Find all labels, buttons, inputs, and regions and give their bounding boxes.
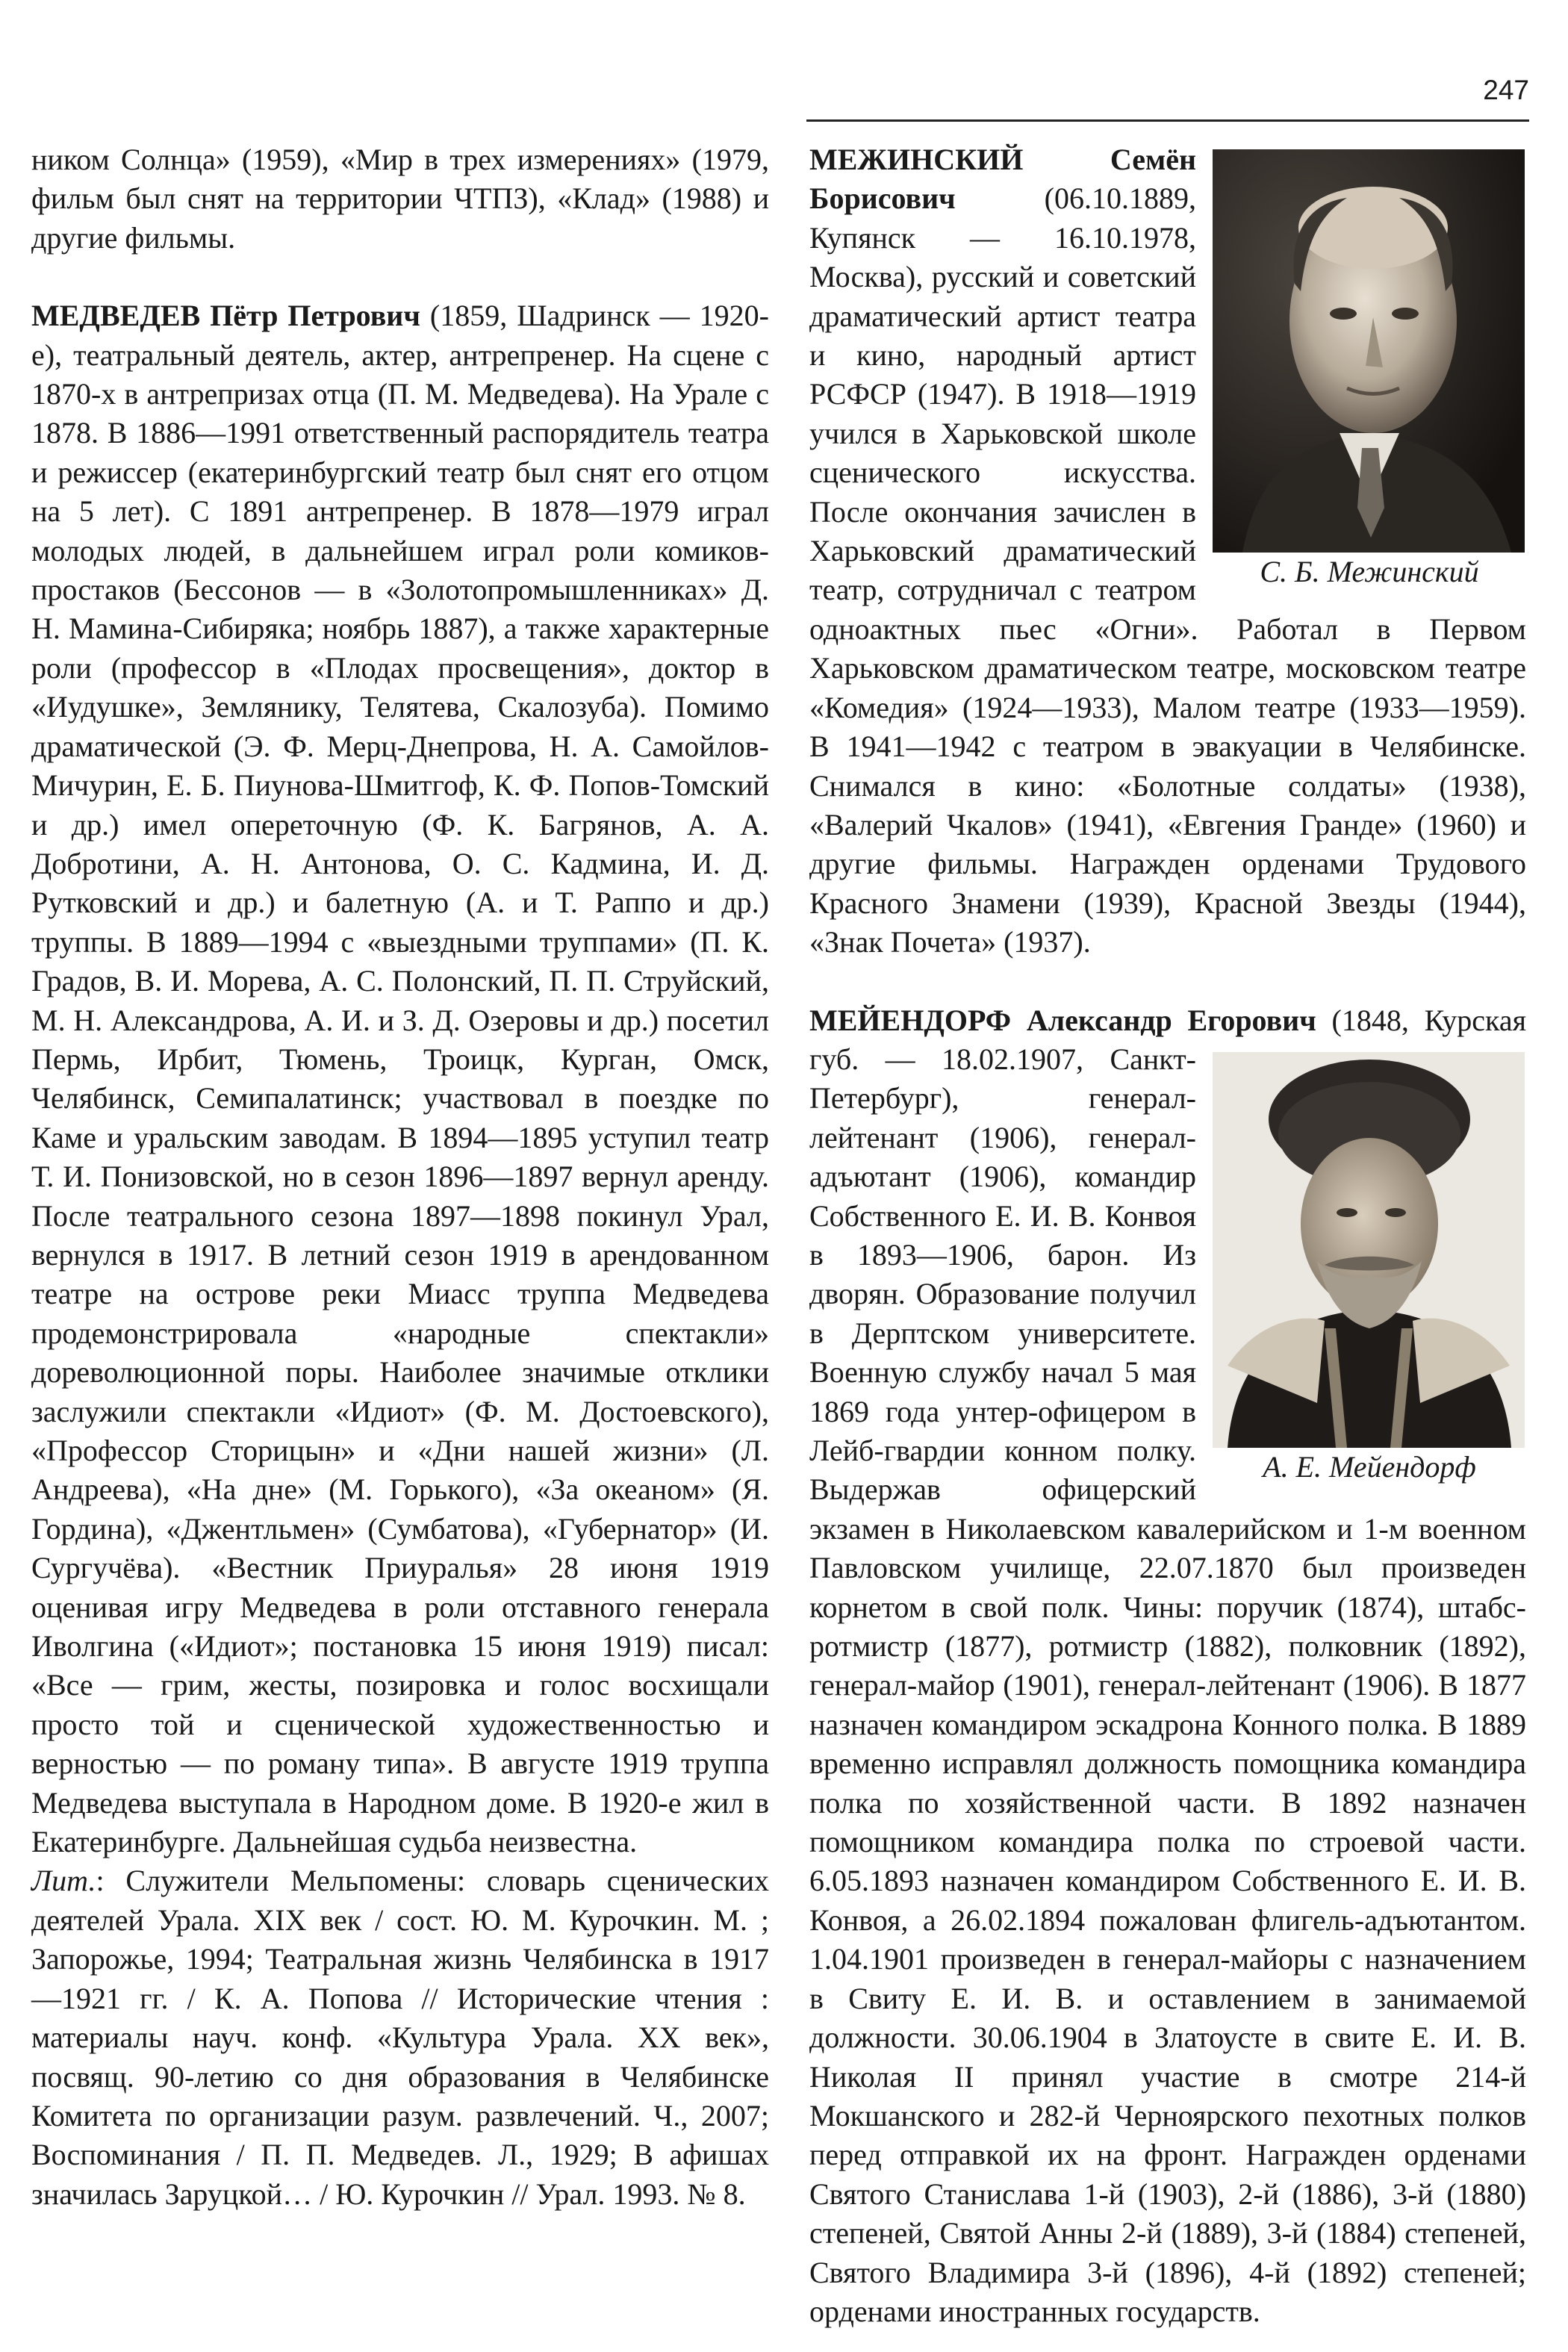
continuation-paragraph: ником Солнца» (1959), «Мир в трех измерениях» (1979, фильм был снят на территории ЧТПЗ), «Клад» (1988) и другие фильмы. [31,143,769,255]
entry-name: МЕДВЕДЕВ Пётр Петрович [31,299,420,333]
entry-mezhinsky [809,140,1526,962]
left-column [31,140,769,2214]
entry-text: (1848, Курская губ. — 18.02.1907, Санкт-Петербург), генерал-лейтенант (1906), генерал-адъютант (1906), командир Собственного Е. И. В. Конвоя в 1893—1906, барон. Из дворян. Образование получил в Дерптском университете. Военную службу начал 5 мая 1869 года унтер-офицером в Лейб-гвардии конном полку. Выдержав офицерский экзамен в Николаевском кавалерийском и 1-м военном Павловском училище, 22.07.1870 был произведен корнетом в свой полк. Чины: поручик (1874), штабс-ротмистр (1877), ротмистр (1882), полковник (1892), генерал-майор (1901), генерал-лейтенант (1906). В 1877 назначен командиром эскадрона Конного полка. В 1889 временно исправлял должность помощника командира полка по хозяйственной части. В 1892 назначен помощником командира полка по строевой части. 6.05.1893 назначен командиром Собственного Е. И. В. Конвоя, а 26.02.1894 пожалован флигель-адъютантом. 1.04.1901 произведен в генерал-майоры с назначением в Свиту Е. И. В. и оставлением в занимаемой должности. 30.06.1904 в Златоусте в свите Е. И. В. Николая II принял участие в смотре 214-й Мокшанского и 282-й Черноярского пехотных полков перед отправкой их на фронт. Награжден орденами Святого Станислава 1-й (1903), 2-й (1886), 3-й (1880) степеней, Святой Анны 2-й (1889), 3-й (1884) степеней, Святого Владимира 3-й (1896), 4-й (1892) степеней; орденами иностранных государств. [809,1003,1526,2328]
officer-portrait-icon [1213,1052,1525,1448]
right-column [809,140,1526,2331]
portrait-meyendorf [1213,1052,1526,1487]
portrait-photo [1213,1052,1525,1448]
portrait-caption: С. Б. Межинский [1260,555,1479,588]
entry-name: МЕЙЕНДОРФ Александр Егорович [809,1003,1316,1037]
portrait-mezhinsky [1213,149,1526,591]
man-portrait-icon [1213,149,1525,553]
entry-text: (1859, Шадринск — 1920-е), театральный деятель, актер, антрепренер. На сцене с 1870-х в антрепризах отца (П. М. Медведева). На Урале с 1878. В 1886—1991 ответственный распорядитель театра и режиссер (екатеринбургский театр был снят его отцом на 5 лет). С 1891 антрепренер. В 1878—1979 играл молодых людей, в дальнейшем играл роли комиков-простаков (Бессонов — в «Золотопромышленниках» Д. Н. Мамина-Сибиряка; ноябрь 1887), а также характерные роли (профессор в «Плодах просвещения», доктор в «Иудушке», Землянику, Телятева, Скалозуба). Помимо драматической (Э. Ф. Мерц-Днепрова, Н. А. Самойлов-Мичурин, Е. Б. Пиунова-Шмитгоф, К. Ф. Попов-Томский и др.) имел опереточную (Ф. К. Багрянов, А. А. Добротини, А. Н. Антонова, О. С. Кадмина, И. Д. Рутковский и др.) и балетную (А. и Т. Раппо и др.) труппы. В 1889—1994 с «выездными труппами» (П. К. Градов, В. И. Морева, А. С. Полонский, П. П. Струйский, М. Н. Александрова, А. И. и З. Д. Озеровы и др.) посетил Пермь, Ирбит, Тюмень, Троицк, Курган, Омск, Челябинск, Семипалатинск; участвовал в поездке по Каме и уральским заводам. В 1894—1895 уступил театр Т. И. Понизовской, но в сезон 1896—1897 вернул аренду. После театрального сезона 1897—1898 покинул Урал, вернулся в 1917. В летний сезон 1919 в арендованном театре на острове реки Миасс труппа Медведева продемонстрировала «народные спектакли» дореволюционной поры. Наиболее значимые отклики заслужили спектакли «Идиот» (Ф. М. Достоевского), «Профессор Сторицын» и «Дни нашей жизни» (Л. Андреева), «На дне» (М. Горького), «За океаном» (Я. Гордина), «Джентльмен» (Сумбатова), «Губернатор» (И. Сургучёва). «Вестник Приуралья» 28 июня 1919 оценивая игру Медведева в роли отставного генерала Иволгина («Идиот»; постановка 15 июня 1919) писал: «Все — грим, жесты, позировка и голос восхищали просто той и сценической художественностью и верностью — по роману типа». В августе 1919 труппа Медведева выступала в Народном доме. В 1920-е жил в Екатеринбурге. Дальнейшая судьба неизвестна. [31,299,769,1859]
page-number: 247 [1483,75,1529,105]
entry-medvedev [31,296,769,1861]
header-rule [806,119,1529,122]
entry-meyendorf [809,1001,1526,2332]
literature-text: : Служители Мельпомены: словарь сценических деятелей Урала. XIX век / сост. Ю. М. Курочкин. М. ; Запорожье, 1994; Театральная жизнь Челябинска в 1917—1921 гг. / К. А. Попова // Исторические чтения : материалы науч. конф. «Культура Урала. XX век», посвящ. 90-летию со дня образования в Челябинске Комитета по организации разум. развлечений. Ч., 2007; Воспоминания / П. П. Медведев. Л., 1929; В афишах значилась Заруцкой… / Ю. Курочкин // Урал. 1993. № 8. [31,1864,769,2211]
entry-text: (06.10.1889, Купянск — 16.10.1978, Москва), русский и советский драматический артист театра и кино, народный артист РСФСР (1947). В 1918—1919 учился в Харьковской школе сценического искусства. После окончания зачислен в Харьковский драматический театр, сотрудничал с театром одноактных пьес «Огни». Работал в Первом Харьковском драматическом театре, московском театре «Комедия» (1924—1933), Малом театре (1933—1959). В 1941—1942 с театром в эвакуации в Челябинске. Снимался в кино: «Болотные солдаты» (1938), «Валерий Чкалов» (1941), «Евгения Гранде» (1960) и другие фильмы. Награжден орденами Трудового Красного Знамени (1939), Красной Звезды (1944), «Знак Почета» (1937). [809,181,1526,959]
portrait-caption: А. Е. Мейендорф [1263,1449,1476,1484]
entry-name: МЕЖИНСКИЙ Семён Борисович [809,143,1196,216]
portrait-photo [1213,149,1525,553]
literature-label: Лит. [31,1864,96,1898]
literature-medvedev [31,1861,769,2214]
